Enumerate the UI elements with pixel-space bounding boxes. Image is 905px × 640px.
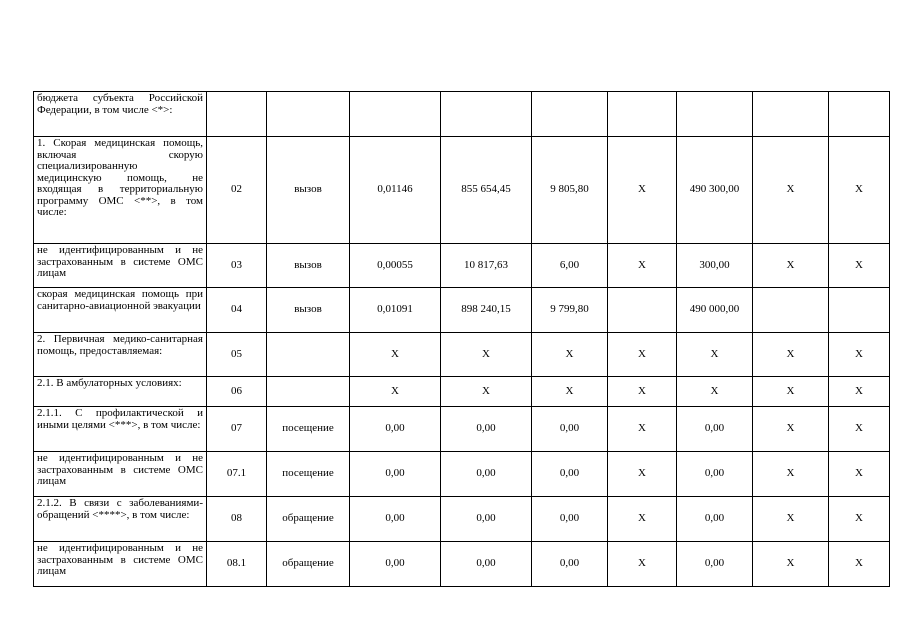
table-row bbox=[34, 377, 890, 407]
row-code: 07.1 bbox=[207, 452, 267, 497]
row-col-1: 0,00 bbox=[350, 452, 441, 497]
row-name: 1. Скорая медицинская помощь, включая скорую специализированную медицинскую помощь, не входящая в территориальную программу ОМС <**>, в том числе: bbox=[34, 137, 207, 244]
row-col-6: X bbox=[753, 137, 829, 244]
row-col-3: 0,00 bbox=[532, 497, 608, 542]
row-col-7: X bbox=[829, 452, 890, 497]
table-row bbox=[34, 497, 890, 542]
row-col-3: 9 805,80 bbox=[532, 137, 608, 244]
row-col-4: X bbox=[608, 542, 677, 587]
row-col-5: 0,00 bbox=[677, 452, 753, 497]
row-col-5: 0,00 bbox=[677, 542, 753, 587]
row-col-1: 0,00055 bbox=[350, 244, 441, 288]
row-col-6: X bbox=[753, 497, 829, 542]
row-col-6 bbox=[753, 288, 829, 333]
row-col-1 bbox=[350, 92, 441, 137]
row-col-1: 0,00 bbox=[350, 497, 441, 542]
row-col-3 bbox=[532, 92, 608, 137]
row-col-3: 0,00 bbox=[532, 407, 608, 452]
tariff-table bbox=[33, 91, 890, 587]
row-col-5: 0,00 bbox=[677, 497, 753, 542]
row-col-4: X bbox=[608, 452, 677, 497]
row-code: 03 bbox=[207, 244, 267, 288]
row-col-5: 300,00 bbox=[677, 244, 753, 288]
row-col-4: X bbox=[608, 497, 677, 542]
row-col-3: 0,00 bbox=[532, 452, 608, 497]
row-col-4: X bbox=[608, 377, 677, 407]
row-name: бюджета субъекта Российской Федерации, в том числе <*>: bbox=[34, 92, 207, 137]
table-row bbox=[34, 92, 890, 137]
row-name: скорая медицинская помощь при санитарно-авиационной эвакуации bbox=[34, 288, 207, 333]
row-col-5: X bbox=[677, 377, 753, 407]
row-code: 06 bbox=[207, 377, 267, 407]
row-col-1: 0,00 bbox=[350, 407, 441, 452]
table-row bbox=[34, 542, 890, 587]
row-col-7: X bbox=[829, 244, 890, 288]
row-col-1: 0,00 bbox=[350, 542, 441, 587]
row-unit bbox=[267, 333, 350, 377]
row-col-5: 490 300,00 bbox=[677, 137, 753, 244]
row-col-3: 0,00 bbox=[532, 542, 608, 587]
row-col-4: X bbox=[608, 407, 677, 452]
row-code: 08.1 bbox=[207, 542, 267, 587]
row-col-1: 0,01146 bbox=[350, 137, 441, 244]
row-name: не идентифицированным и не застрахованным в системе ОМС лицам bbox=[34, 452, 207, 497]
row-code: 05 bbox=[207, 333, 267, 377]
row-col-4 bbox=[608, 288, 677, 333]
row-unit: вызов bbox=[267, 244, 350, 288]
row-col-6: X bbox=[753, 377, 829, 407]
row-col-6: X bbox=[753, 333, 829, 377]
row-col-3: 6,00 bbox=[532, 244, 608, 288]
row-code: 08 bbox=[207, 497, 267, 542]
table-row bbox=[34, 244, 890, 288]
row-col-2: 0,00 bbox=[441, 407, 532, 452]
row-col-7: X bbox=[829, 137, 890, 244]
row-col-2: 0,00 bbox=[441, 452, 532, 497]
row-col-4: X bbox=[608, 244, 677, 288]
row-col-3: 9 799,80 bbox=[532, 288, 608, 333]
table-row bbox=[34, 288, 890, 333]
row-col-2: 0,00 bbox=[441, 542, 532, 587]
row-col-2: X bbox=[441, 377, 532, 407]
row-name: 2. Первичная медико-санитарная помощь, предоставляемая: bbox=[34, 333, 207, 377]
row-unit: вызов bbox=[267, 288, 350, 333]
row-col-5: X bbox=[677, 333, 753, 377]
row-col-4 bbox=[608, 92, 677, 137]
row-col-2: 855 654,45 bbox=[441, 137, 532, 244]
table-row bbox=[34, 333, 890, 377]
row-col-7: X bbox=[829, 542, 890, 587]
row-col-2 bbox=[441, 92, 532, 137]
row-code: 07 bbox=[207, 407, 267, 452]
row-name: 2.1.2. В связи с заболеваниями-обращений <****>, в том числе: bbox=[34, 497, 207, 542]
row-col-7: X bbox=[829, 497, 890, 542]
row-col-5: 0,00 bbox=[677, 407, 753, 452]
row-col-2: 10 817,63 bbox=[441, 244, 532, 288]
table-row bbox=[34, 452, 890, 497]
row-name: не идентифицированным и не застрахованным в системе ОМС лицам bbox=[34, 542, 207, 587]
row-col-6 bbox=[753, 92, 829, 137]
row-col-6: X bbox=[753, 452, 829, 497]
row-unit: обращение bbox=[267, 542, 350, 587]
row-col-2: 898 240,15 bbox=[441, 288, 532, 333]
row-unit: обращение bbox=[267, 497, 350, 542]
row-col-1: 0,01091 bbox=[350, 288, 441, 333]
row-unit: вызов bbox=[267, 137, 350, 244]
row-col-7 bbox=[829, 288, 890, 333]
row-unit: посещение bbox=[267, 452, 350, 497]
row-col-1: X bbox=[350, 377, 441, 407]
row-col-6: X bbox=[753, 542, 829, 587]
row-unit bbox=[267, 377, 350, 407]
row-col-2: X bbox=[441, 333, 532, 377]
row-col-5 bbox=[677, 92, 753, 137]
row-col-3: X bbox=[532, 333, 608, 377]
table-row bbox=[34, 137, 890, 244]
row-col-7: X bbox=[829, 377, 890, 407]
row-name: 2.1.1. С профилактической и иными целями <***>, в том числе: bbox=[34, 407, 207, 452]
row-col-7 bbox=[829, 92, 890, 137]
row-unit: посещение bbox=[267, 407, 350, 452]
row-col-6: X bbox=[753, 244, 829, 288]
row-col-3: X bbox=[532, 377, 608, 407]
row-code: 02 bbox=[207, 137, 267, 244]
row-unit bbox=[267, 92, 350, 137]
row-col-7: X bbox=[829, 407, 890, 452]
row-name: не идентифицированным и не застрахованным в системе ОМС лицам bbox=[34, 244, 207, 288]
row-col-6: X bbox=[753, 407, 829, 452]
row-col-2: 0,00 bbox=[441, 497, 532, 542]
row-code bbox=[207, 92, 267, 137]
row-col-5: 490 000,00 bbox=[677, 288, 753, 333]
table-row bbox=[34, 407, 890, 452]
row-col-4: X bbox=[608, 333, 677, 377]
row-col-7: X bbox=[829, 333, 890, 377]
row-code: 04 bbox=[207, 288, 267, 333]
row-name: 2.1. В амбулаторных условиях: bbox=[34, 377, 207, 407]
row-col-1: X bbox=[350, 333, 441, 377]
row-col-4: X bbox=[608, 137, 677, 244]
